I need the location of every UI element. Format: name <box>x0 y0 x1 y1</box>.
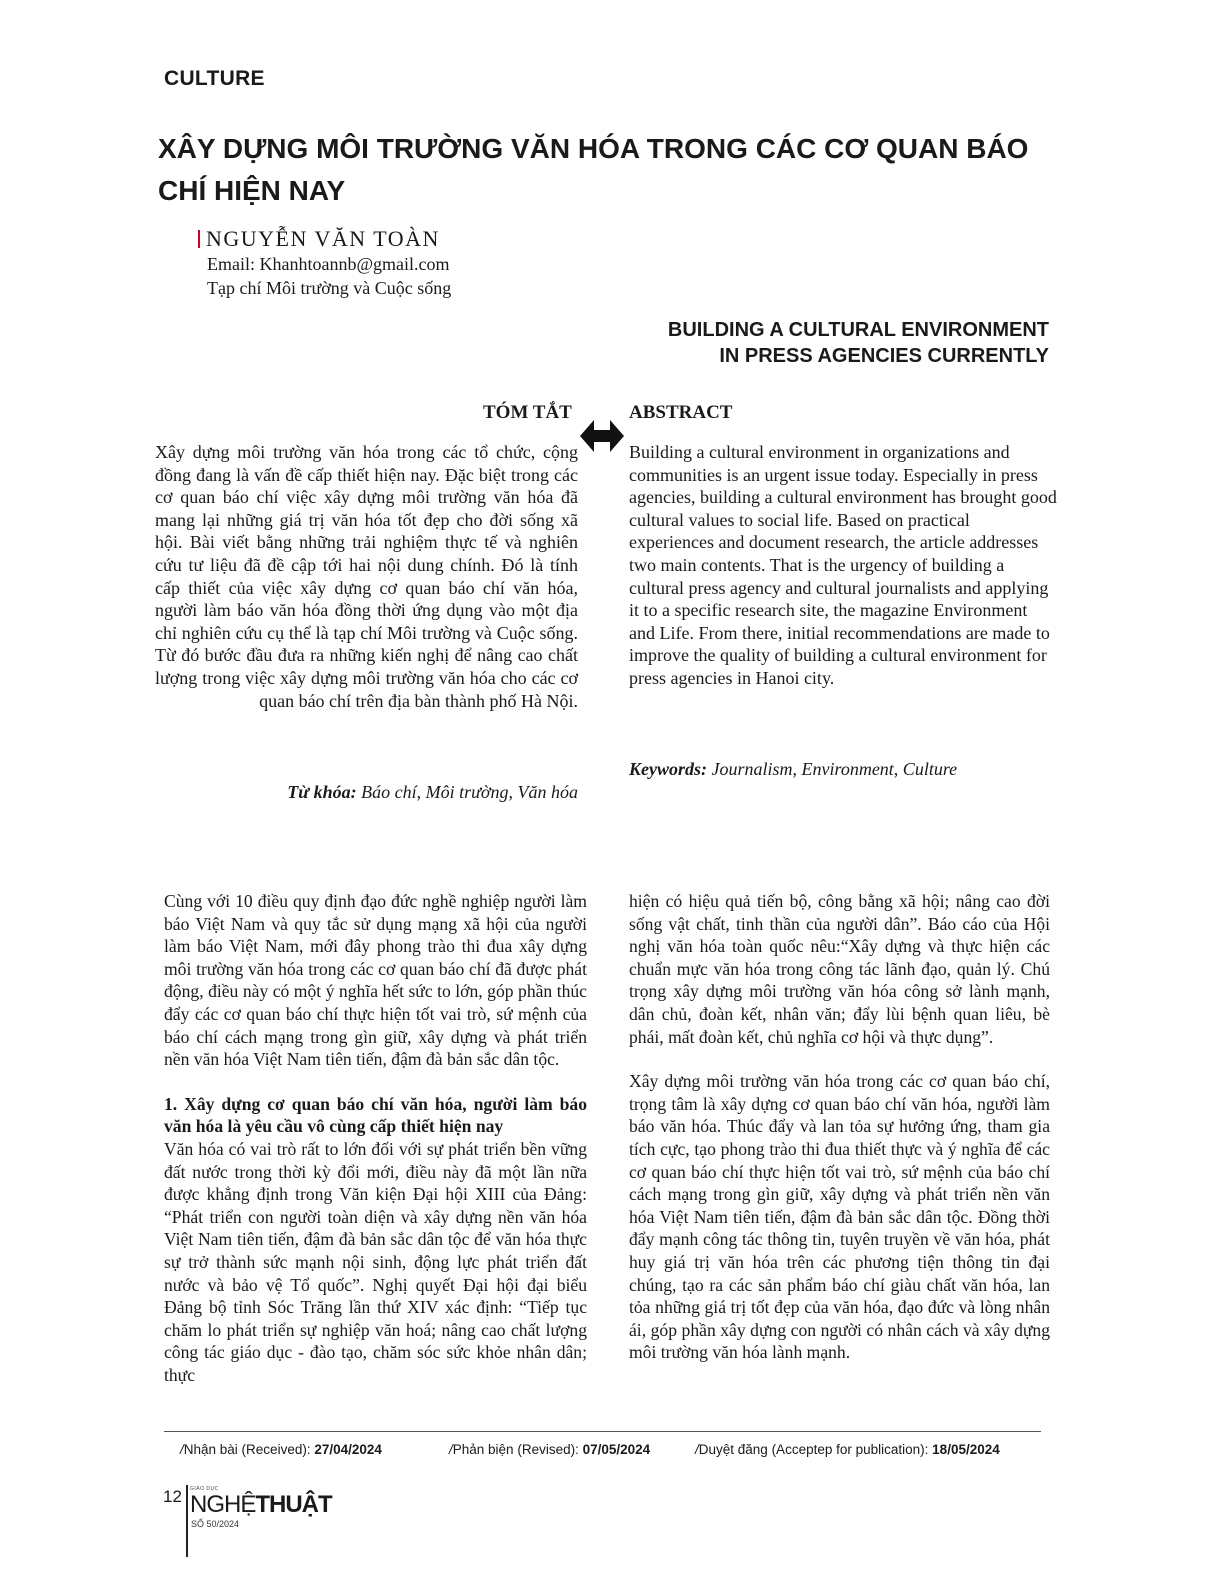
title-en-line-2: IN PRESS AGENCIES CURRENTLY <box>719 345 1049 367</box>
revised-date: /Phản biện (Revised): 07/05/2024 <box>449 1442 651 1457</box>
double-arrow-icon <box>580 416 624 461</box>
keywords-en-values: Journalism, Environment, Culture <box>711 759 958 779</box>
received-value: 27/04/2024 <box>314 1442 382 1457</box>
body-column-right <box>629 890 1050 1364</box>
author-accent-bar <box>198 230 200 248</box>
logo-part-1: NGHỆ <box>190 1491 256 1518</box>
magazine-logo <box>190 1491 332 1519</box>
body-paragraph: hiện có hiệu quả tiến bộ, công bằng xã hội; nâng cao đời sống vật chất, tinh thần của người dân”. Báo cáo của Hội nghị văn hóa toàn quốc nêu:“Xây dựng và thực hiện các chuẩn mực văn hóa trong công tác lãnh đạo, quản lý. Chú trọng xây dựng môi trường văn hóa công sở lành mạnh, dân chủ, đoàn kết, nhân văn; đẩy lùi bệnh quan liêu, bè phái, mất đoàn kết, chủ nghĩa cơ hội và thực dụng”. <box>629 891 1050 1047</box>
revised-value: 07/05/2024 <box>582 1442 651 1457</box>
section-label: CULTURE <box>164 67 265 90</box>
revised-label: Phản biện (Revised): <box>452 1442 579 1457</box>
keywords-en <box>629 759 957 780</box>
article-title-en <box>449 317 1049 369</box>
accepted-date: /Duyệt đăng (Acceptep for publication): 18/05/2024 <box>695 1442 1000 1457</box>
author-name-row <box>198 226 451 252</box>
received-date: /Nhận bài (Received): 27/04/2024 <box>180 1442 382 1457</box>
footer-vertical-bar <box>186 1485 188 1557</box>
keywords-vi <box>287 782 578 803</box>
accepted-value: 18/05/2024 <box>932 1442 1000 1457</box>
author-block <box>198 226 451 300</box>
keywords-vi-values: Báo chí, Môi trường, Văn hóa <box>361 782 578 802</box>
author-affiliation: Tạp chí Môi trường và Cuộc sống <box>207 278 452 298</box>
abstract-vi-heading: TÓM TẮT <box>483 402 572 423</box>
title-en-line-1: BUILDING A CULTURAL ENVIRONMENT <box>667 319 1049 341</box>
author-email: Email: Khanhtoannb@gmail.com <box>207 254 450 274</box>
abstract-en-text: Building a cultural environment in organizations and communities is an urgent issue today. Especially in press agencies, building a cultural environment has brought good cultural values to social life. Based on practical experiences and document research, the article addresses two main contents. That is the urgency of building a cultural press agency and cultural journalists and applying it to a specific research site, the magazine Environment and Life. From there, initial recommendations are made to improve the quality of building a cultural environment for press agencies in Hanoi city. <box>629 442 1057 688</box>
body-column-left <box>164 890 587 1386</box>
logo-part-2: THUẬT <box>255 1491 332 1518</box>
article-title-vi: XÂY DỰNG MÔI TRƯỜNG VĂN HÓA TRONG CÁC CƠ QUAN BÁO CHÍ HIỆN NAY <box>158 133 1029 206</box>
body-paragraph: Văn hóa có vai trò rất to lớn đối với sự phát triển bền vững đất nước trong thời kỳ đổi mới, điều này đã một lần nữa được khẳng định trong Văn kiện Đại hội XIII của Đảng: “Phát triển con người toàn diện và xây dựng nền văn hóa Việt Nam tiên tiến, đậm đà bản sắc dân tộc để văn hóa thực sự trở thành sức mạnh nội sinh, động lực phát triển đất nước và bảo vệ Tổ quốc”. Nghị quyết Đại hội đại biểu Đảng bộ tỉnh Sóc Trăng lần thứ XIV xác định: “Tiếp tục chăm lo phát triển sự nghiệp văn hoá; nâng cao chất lượng công tác giáo dục - đào tạo, chăm sóc sức khỏe nhân dân; thực <box>164 1138 587 1385</box>
section-heading: 1. Xây dựng cơ quan báo chí văn hóa, người làm báo văn hóa là yêu cầu vô cùng cấp thiết hiện nay <box>164 1093 587 1137</box>
issue-number: SỐ 50/2024 <box>191 1519 240 1529</box>
abstract-vi-text: Xây dựng môi trường văn hóa trong các tổ chức, cộng đồng đang là vấn đề cấp thiết hiện nay. Đặc biệt trong các cơ quan báo chí việc xây dựng môi trường văn hóa đã mang lại những giá trị văn hóa tốt đẹp cho đời sống xã hội. Bài viết bằng những trải nghiệm thực tế và nghiên cứu tư liệu đã đề cập tới hai nội dung chính. Đó là tính cấp thiết của việc xây dựng cơ quan báo chí văn hóa, người làm báo văn hóa đồng thời ứng dụng vào một địa chỉ nghiên cứu cụ thể là tạp chí Môi trường và Cuộc sống. Từ đó bước đầu đưa ra những kiến nghị để nâng cao chất lượng trong việc xây dựng môi trường văn hóa cho các cơ quan báo chí trên địa bàn thành phố Hà Nội. <box>155 442 578 711</box>
keywords-vi-label: Từ khóa: <box>287 782 357 802</box>
footer-divider <box>164 1431 1041 1432</box>
abstract-en-heading: ABSTRACT <box>629 402 733 423</box>
body-paragraph: Xây dựng môi trường văn hóa trong các cơ quan báo chí, trọng tâm là xây dựng cơ quan báo chí văn hóa, người làm báo văn hóa. Thúc đẩy và lan tỏa sự hưởng ứng, tham gia tích cực, tạo phong trào thi đua thiết thực và ý nghĩa để các cơ quan báo chí thực hiện tốt vai trò, sứ mệnh của báo chí cách mạng trong gìn giữ, xây dựng và phát triển nền văn hóa Việt Nam tiên tiến, đậm đà bản sắc dân tộc. Đồng thời đẩy mạnh công tác thông tin, tuyên truyền về văn hóa, phát huy giá trị văn hóa trên các phương tiện thông tin đại chúng, tạo ra các sản phẩm báo chí giàu chất văn hóa, lan tỏa những giá trị tốt đẹp của văn hóa, đạo đức và lòng nhân ái, góp phần xây dựng con người có nhân cách và xây dựng môi trường văn hóa lành mạnh. <box>629 1071 1050 1363</box>
author-name: NGUYỄN VĂN TOÀN <box>206 226 440 251</box>
keywords-en-label: Keywords: <box>629 759 707 779</box>
accepted-label: Duyệt đăng (Acceptep for publication): <box>698 1442 929 1457</box>
page-number: 12 <box>163 1487 182 1506</box>
body-paragraph: Cùng với 10 điều quy định đạo đức nghề nghiệp người làm báo Việt Nam và quy tắc sử dụng mạng xã hội của người làm báo Việt Nam, mới đây phong trào thi đua xây dựng môi trường văn hóa trong các cơ quan báo chí đã được phát động, điều này có một ý nghĩa hết sức to lớn, góp phần thúc đẩy các cơ quan báo chí thực hiện tốt vai trò, sứ mệnh của báo chí cách mạng trong gìn giữ, xây dựng và phát triển nền văn hóa Việt Nam tiên tiến, đậm đà bản sắc dân tộc. <box>164 891 587 1070</box>
received-label: Nhận bài (Received): <box>183 1442 311 1457</box>
logo-small-text: GIÁO DỤC <box>190 1486 219 1492</box>
